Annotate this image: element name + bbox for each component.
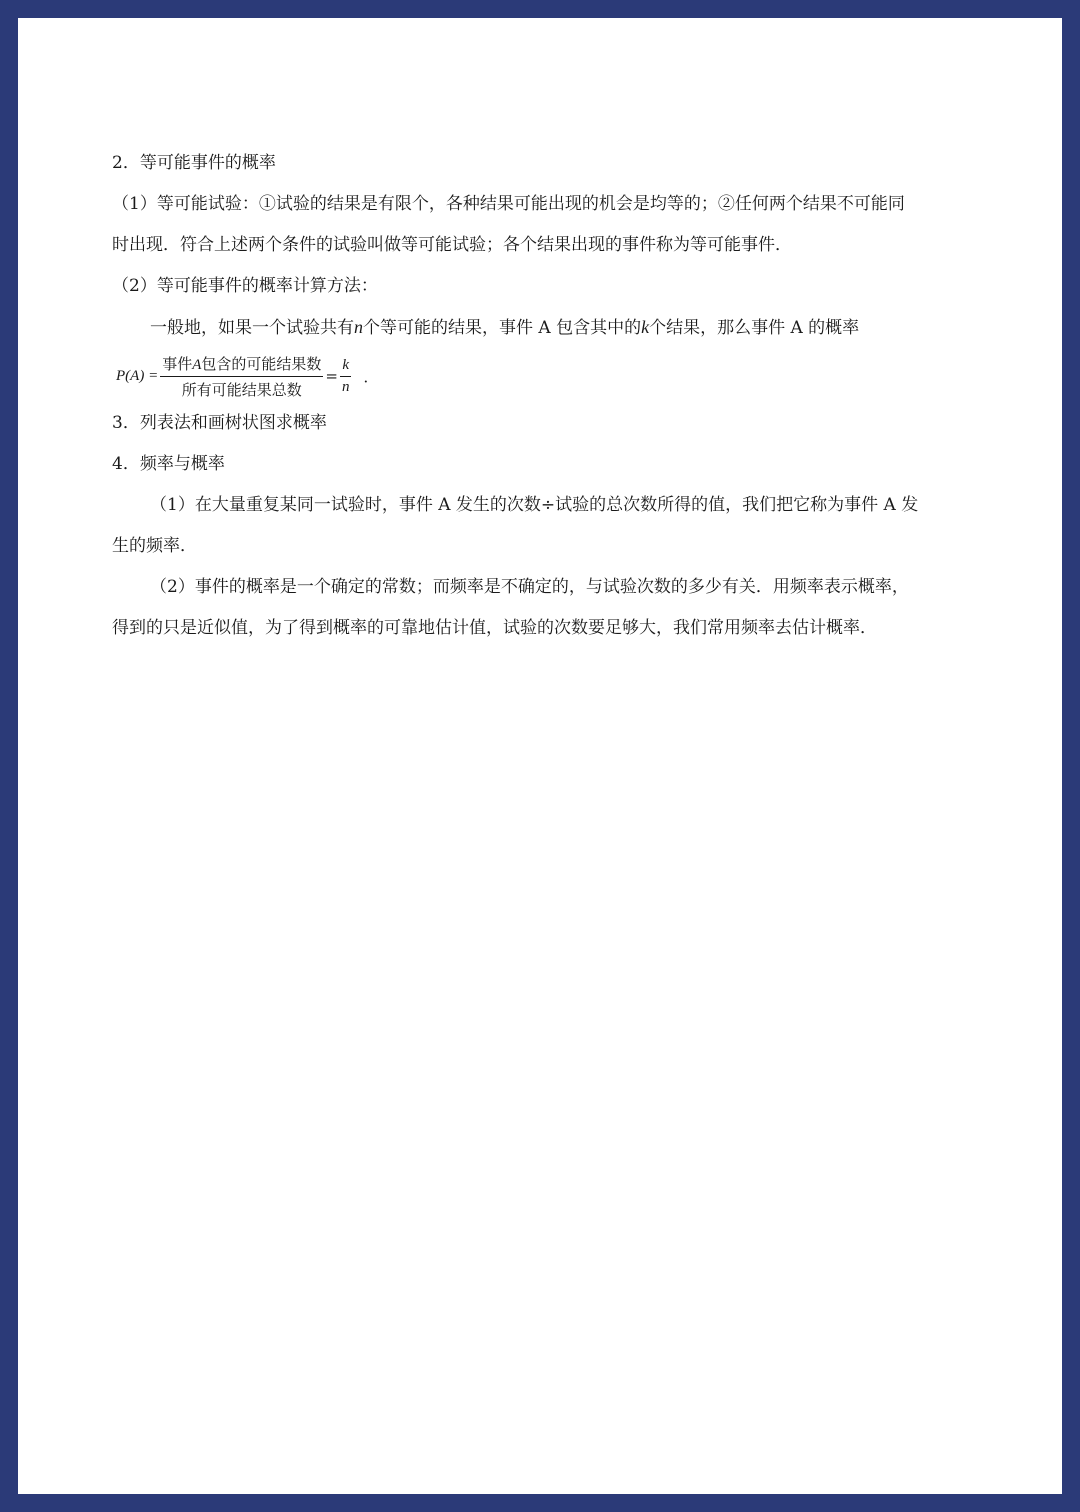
section-4-p2-line1: （2）事件的概率是一个确定的常数；而频率是不确定的，与试验次数的多少有关．用频率表示概率， <box>150 577 909 597</box>
formula-lhs: P(A) = <box>116 367 159 384</box>
numerator-var-a: A <box>192 356 202 373</box>
general-text-c: 个结果，那么事件 A 的概率 <box>649 318 860 338</box>
variable-n: n <box>354 317 363 337</box>
formula-numerator <box>160 353 323 377</box>
general-statement <box>150 316 859 339</box>
section-4-heading: 4．频率与概率 <box>112 454 225 474</box>
section-3-heading: 3．列表法和画树状图求概率 <box>112 413 327 433</box>
numerator-text-b: 包含的可能结果数 <box>201 354 322 373</box>
formula-fraction-kn <box>340 357 352 396</box>
section-2-heading: 2．等可能事件的概率 <box>112 153 276 173</box>
formula-period: ． <box>363 367 379 386</box>
section-2-sub2: （2）等可能事件的概率计算方法： <box>112 276 378 296</box>
section-4-p1-line1: （1）在大量重复某同一试验时，事件 A 发生的次数÷试验的总次数所得的值，我们把它称为事件 A 发 <box>150 495 919 515</box>
formula-equals: = <box>325 367 338 385</box>
section-4-p2-line2: 得到的只是近似值，为了得到概率的可靠地估计值，试验的次数要足够大，我们常用频率去估计概率． <box>112 618 877 638</box>
section-2-sub1-line1: （1）等可能试验：①试验的结果是有限个，各种结果可能出现的机会是均等的；②任何两个结果不可能同 <box>112 194 905 214</box>
formula-k: k <box>340 357 351 377</box>
general-text-a: 一般地，如果一个试验共有 <box>150 318 354 338</box>
section-4-p1-line2: 生的频率． <box>112 536 197 556</box>
formula-fraction-main <box>160 353 323 400</box>
section-2-sub1-line2: 时出现．符合上述两个条件的试验叫做等可能试验；各个结果出现的事件称为等可能事件． <box>112 235 792 255</box>
document-page <box>18 18 1062 1494</box>
variable-k: k <box>641 317 650 337</box>
general-text-b: 个等可能的结果，事件 A 包含其中的 <box>363 318 642 338</box>
formula-denominator: 所有可能结果总数 <box>181 380 302 399</box>
formula-n: n <box>341 378 350 395</box>
probability-formula <box>116 348 378 404</box>
numerator-text-a: 事件 <box>162 354 193 373</box>
